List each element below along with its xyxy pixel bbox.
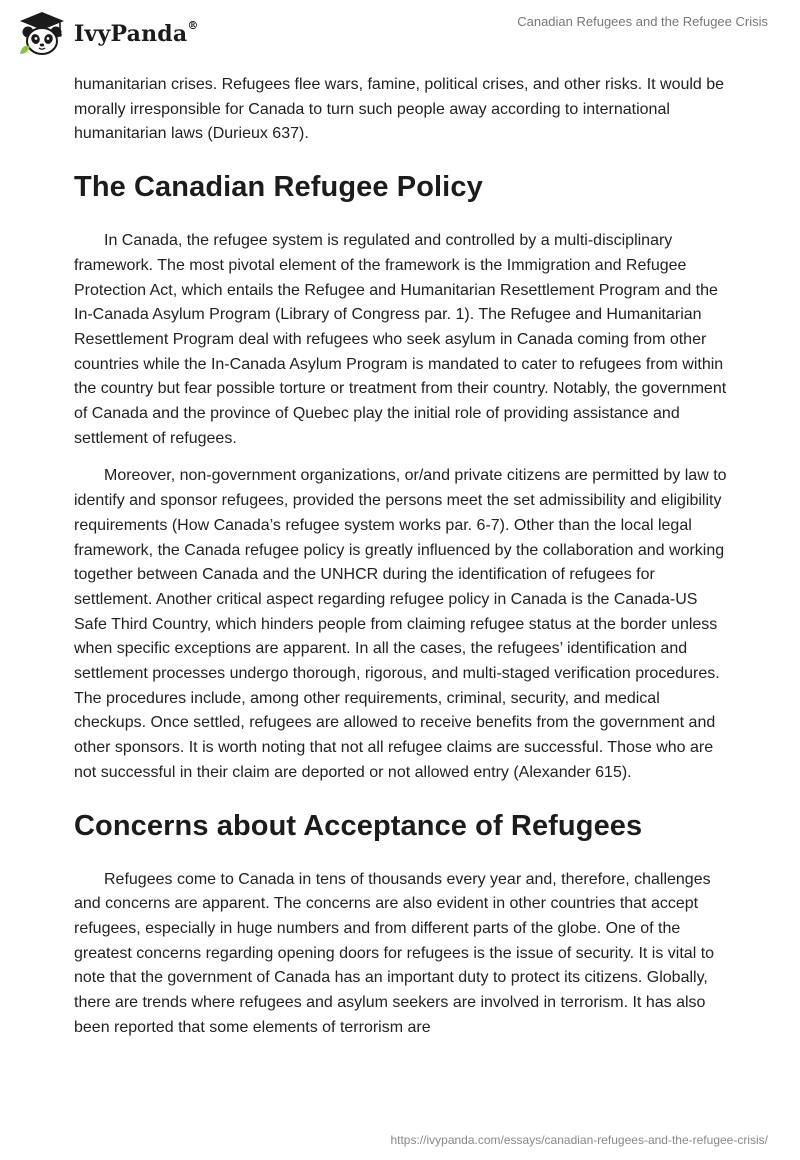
document-title: Canadian Refugees and the Refugee Crisis: [517, 14, 768, 29]
intro-paragraph: humanitarian crises. Refugees flee wars, famine, political crises, and other risks. It would be morally irresponsible for Canada to turn such people away according to international humanitarian laws (Durieux 637).: [74, 76, 725, 143]
paragraph: In Canada, the refugee system is regulated and controlled by a multi-disciplinary framework. The most pivotal element of the framework is the Immigration and Refugee Protection Act, which entails the Refugee and Humanitarian Resettlement Program and the In-Canada Asylum Program (Library of Congress par. 1). The Refugee and Humanitarian Resettlement Program deal with refugees who seek asylum in Canada coming from other countries while the In-Canada Asylum Program is mandated to cater to refugees from within the country but fear possible torture or treatment from their country. Notably, the government of Canada and the province of Quebec play the initial role of providing assistance and settlement of refugees.: [74, 232, 727, 447]
section-heading-concerns-acceptance: Concerns about Acceptance of Refugees: [74, 809, 643, 842]
paragraph: Moreover, non-government organizations, or/and private citizens are permitted by law to identify and sponsor refugees, provided the persons meet the set admissibility and eligibility requirements (How Canada’s refugee system works par. 6-7). Other than the local legal framework, the Canada refugee policy is greatly influenced by the collaboration and working together between Canada and the UNHCR during the identification of refugees for settlement. Another critical aspect regarding refugee policy in Canada is the Canada-US Safe Third Country, which hinders people from claiming refugee status at the border unless when specific exceptions are apparent. In all the cases, the refugees’ identification and settlement processes undergo thorough, rigorous, and multi-staged verification procedures. The procedures include, among other requirements, criminal, security, and medical checkups. Once settled, refugees are allowed to receive benefits from the government and other sponsors. It is worth noting that not all refugee claims are successful. Those who are not successful in their claim are deported or not allowed entry (Alexander 615).: [74, 467, 727, 781]
section-heading-canadian-refugee-policy: The Canadian Refugee Policy: [74, 171, 483, 204]
source-url[interactable]: https://ivypanda.com/essays/canadian-refugees-and-the-refugee-crisis/: [390, 1133, 768, 1147]
page-header: [0, 0, 800, 68]
paragraph: Refugees come to Canada in tens of thousands every year and, therefore, challenges and concerns are apparent. The concerns are also evident in other countries that accept refugees, especially in huge numbers and from different parts of the globe. One of the greatest concerns regarding opening doors for refugees is the issue of security. It is vital to note that the government of Canada has an important duty to protect its citizens. Globally, there are trends where refugees and asylum seekers are involved in terrorism. It has also been reported that some elements of terrorism are: [74, 870, 715, 1036]
ivypanda-logo[interactable]: [16, 10, 199, 58]
essay-body: [74, 73, 729, 1054]
brand-name: IvyPanda®: [74, 19, 199, 47]
panda-graduate-icon: [16, 10, 68, 58]
